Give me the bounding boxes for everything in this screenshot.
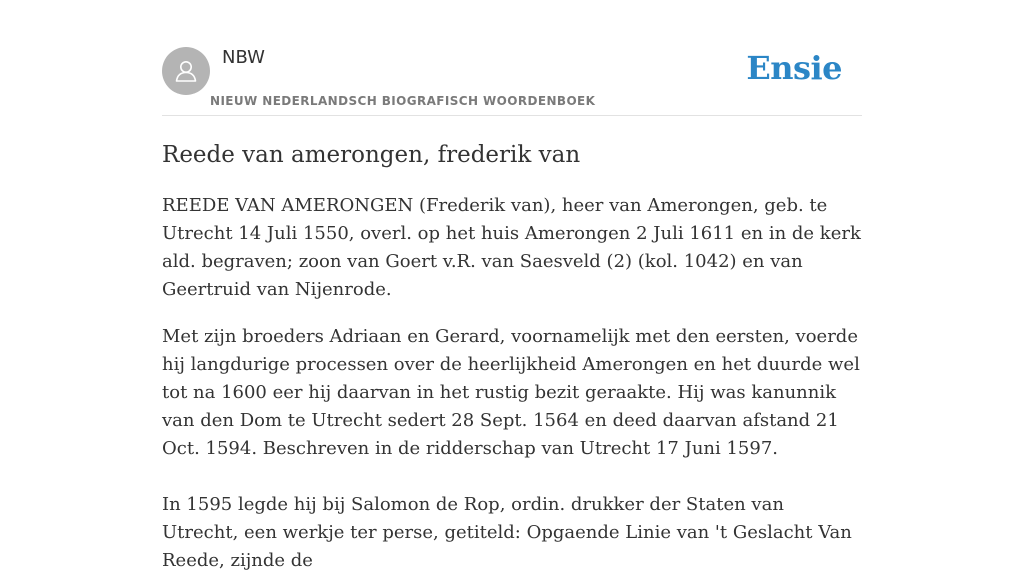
article-paragraph-3: In 1595 legde hij bij Salomon de Rop, ordin. drukker der Staten van Utrecht, een werkje ter perse, getiteld: Opgaende Linie van 't Geslacht Van Reede, zijnde de <box>162 494 852 571</box>
brand-logo[interactable]: Ensie <box>746 49 842 87</box>
source-name[interactable]: NBW <box>222 47 265 68</box>
article-paragraph-2: Met zijn broeders Adriaan en Gerard, voornamelijk met den eersten, voerde hij langdurige processen over de heerlijkheid Amerongen en het duurde wel tot na 1600 eer hij daarvan in het rustig bezit geraakte. Hij was kanunnik van den Dom te Utrecht sedert 28 Sept. 1564 en deed daarvan afstand 21 Oct. 1594. Beschreven in de ridderschap van Utrecht 17 Juni 1597. <box>162 326 860 459</box>
content <box>162 0 862 571</box>
article-title: Reede van amerongen, frederik van <box>162 142 581 168</box>
source-header <box>162 0 862 116</box>
source-subtitle: NIEUW NEDERLANDSCH BIOGRAFISCH WOORDENBOEK <box>210 94 596 108</box>
avatar[interactable] <box>162 47 210 95</box>
article-paragraph-1: REEDE VAN AMERONGEN (Frederik van), heer van Amerongen, geb. te Utrecht 14 Juli 1550, overl. op het huis Amerongen 2 Juli 1611 en in de kerk ald. begraven; zoon van Goert v.R. van Saesveld (2) (kol. 1042) en van Geertruid van Nijenrode. <box>162 195 861 300</box>
article-body <box>162 192 862 575</box>
user-icon <box>171 56 201 86</box>
